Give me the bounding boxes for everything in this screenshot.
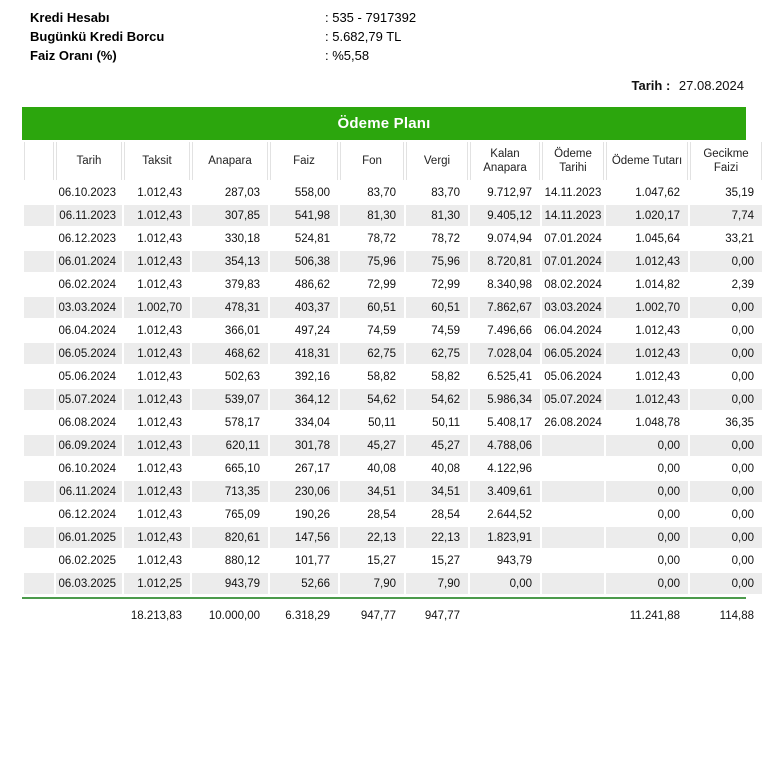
cell-odeme_tutari: 1.012,43 [606,389,688,410]
cell-faiz: 267,17 [270,458,338,479]
cell-gecikme_faizi: 0,00 [690,527,762,548]
cell-odeme_tarihi: 14.11.2023 [542,205,604,226]
cell-taksit: 1.012,43 [124,343,190,364]
cell-faiz: 52,66 [270,573,338,594]
table-row [24,343,762,364]
cell-tarih: 05.06.2024 [56,366,122,387]
cell-faiz: 392,16 [270,366,338,387]
cell-vergi: 62,75 [406,343,468,364]
cell-kalan_anapara: 5.408,17 [470,412,540,433]
cell-odeme_tutari: 0,00 [606,550,688,571]
cell-taksit: 1.002,70 [124,297,190,318]
table-row [24,274,762,295]
cell-tarih: 06.11.2023 [56,205,122,226]
cell-faiz: 364,12 [270,389,338,410]
cell-anapara: 287,03 [192,182,268,203]
cell-tarih: 06.01.2024 [56,251,122,272]
account-label: Kredi Hesabı [30,10,110,25]
cell-tarih: 06.05.2024 [56,343,122,364]
column-header-faiz: Faiz [270,142,338,180]
cell-odeme_tarihi: 03.03.2024 [542,297,604,318]
cell-vergi: 75,96 [406,251,468,272]
totals-divider-line [22,597,746,599]
cell-anapara: 502,63 [192,366,268,387]
cell-blank [24,504,54,525]
column-header-tarih: Tarih [56,142,122,180]
cell-kalan_anapara: 9.405,12 [470,205,540,226]
cell-blank [24,297,54,318]
cell-tarih: 06.09.2024 [56,435,122,456]
cell-fon: 83,70 [340,182,404,203]
cell-odeme_tutari: 1.014,82 [606,274,688,295]
cell-faiz: 403,37 [270,297,338,318]
cell-faiz: 558,00 [270,182,338,203]
cell-vergi: 54,62 [406,389,468,410]
cell-anapara: 539,07 [192,389,268,410]
column-header-odeme_tarihi: Ödeme Tarihi [542,142,604,180]
cell-faiz: 541,98 [270,205,338,226]
cell-tarih: 06.03.2025 [56,573,122,594]
column-header-fon: Fon [340,142,404,180]
cell-gecikme_faizi: 0,00 [690,550,762,571]
cell-odeme_tarihi: 07.01.2024 [542,228,604,249]
cell-gecikme_faizi: 0,00 [690,251,762,272]
cell-odeme_tarihi [542,435,604,456]
cell-odeme_tarihi: 07.01.2024 [542,251,604,272]
cell-tarih: 06.01.2025 [56,527,122,548]
table-row [24,228,762,249]
cell-faiz: 230,06 [270,481,338,502]
cell-gecikme_faizi: 2,39 [690,274,762,295]
cell-odeme_tarihi: 14.11.2023 [542,182,604,203]
cell-odeme_tutari: 0,00 [606,504,688,525]
total-odeme_tutari: 11.241,88 [606,602,688,627]
cell-vergi: 60,51 [406,297,468,318]
cell-vergi: 7,90 [406,573,468,594]
cell-odeme_tutari: 0,00 [606,458,688,479]
cell-gecikme_faizi: 36,35 [690,412,762,433]
info-row-debt [30,27,746,46]
table-row [24,435,762,456]
cell-fon: 50,11 [340,412,404,433]
cell-blank [24,343,54,364]
date-value: 27.08.2024 [678,78,744,93]
cell-anapara: 366,01 [192,320,268,341]
cell-anapara: 478,31 [192,297,268,318]
cell-anapara: 943,79 [192,573,268,594]
cell-fon: 62,75 [340,343,404,364]
cell-fon: 22,13 [340,527,404,548]
cell-tarih: 06.02.2024 [56,274,122,295]
cell-vergi: 15,27 [406,550,468,571]
cell-taksit: 1.012,43 [124,320,190,341]
cell-vergi: 28,54 [406,504,468,525]
cell-taksit: 1.012,43 [124,182,190,203]
cell-taksit: 1.012,43 [124,274,190,295]
cell-faiz: 301,78 [270,435,338,456]
cell-fon: 40,08 [340,458,404,479]
cell-anapara: 307,85 [192,205,268,226]
cell-fon: 81,30 [340,205,404,226]
cell-fon: 28,54 [340,504,404,525]
cell-odeme_tutari: 0,00 [606,573,688,594]
table-row [24,366,762,387]
cell-fon: 7,90 [340,573,404,594]
total-blank [24,602,54,627]
total-taksit: 18.213,83 [124,602,190,627]
cell-faiz: 497,24 [270,320,338,341]
cell-blank [24,228,54,249]
cell-taksit: 1.012,43 [124,251,190,272]
total-gecikme_faizi: 114,88 [690,602,762,627]
column-header-odeme_tutari: Ödeme Tutarı [606,142,688,180]
table-row [24,389,762,410]
cell-vergi: 40,08 [406,458,468,479]
cell-anapara: 620,11 [192,435,268,456]
cell-blank [24,550,54,571]
cell-fon: 74,59 [340,320,404,341]
cell-vergi: 74,59 [406,320,468,341]
cell-odeme_tutari: 0,00 [606,435,688,456]
cell-kalan_anapara: 8.720,81 [470,251,540,272]
cell-blank [24,205,54,226]
cell-faiz: 524,81 [270,228,338,249]
account-value: : 535 - 7917392 [325,10,417,25]
cell-odeme_tutari: 1.020,17 [606,205,688,226]
cell-blank [24,573,54,594]
cell-vergi: 78,72 [406,228,468,249]
cell-odeme_tarihi: 08.02.2024 [542,274,604,295]
cell-vergi: 72,99 [406,274,468,295]
cell-odeme_tutari: 1.002,70 [606,297,688,318]
cell-kalan_anapara: 9.712,97 [470,182,540,203]
cell-taksit: 1.012,43 [124,389,190,410]
column-header-taksit: Taksit [124,142,190,180]
cell-odeme_tutari: 1.012,43 [606,320,688,341]
cell-odeme_tutari: 1.012,43 [606,251,688,272]
cell-fon: 78,72 [340,228,404,249]
cell-odeme_tutari: 1.047,62 [606,182,688,203]
cell-anapara: 330,18 [192,228,268,249]
cell-taksit: 1.012,43 [124,458,190,479]
cell-odeme_tutari: 1.045,64 [606,228,688,249]
cell-kalan_anapara: 4.122,96 [470,458,540,479]
cell-blank [24,435,54,456]
date-label: Tarih : [631,78,671,93]
column-header-anapara: Anapara [192,142,268,180]
table-row [24,251,762,272]
cell-tarih: 06.12.2023 [56,228,122,249]
cell-odeme_tarihi: 05.07.2024 [542,389,604,410]
cell-gecikme_faizi: 0,00 [690,481,762,502]
table-row [24,182,762,203]
cell-gecikme_faizi: 0,00 [690,343,762,364]
cell-tarih: 06.04.2024 [56,320,122,341]
cell-tarih: 06.02.2025 [56,550,122,571]
cell-anapara: 578,17 [192,412,268,433]
total-faiz: 6.318,29 [270,602,338,627]
total-anapara: 10.000,00 [192,602,268,627]
total-tarih [56,602,122,627]
cell-blank [24,481,54,502]
cell-odeme_tutari: 1.012,43 [606,366,688,387]
cell-kalan_anapara: 7.028,04 [470,343,540,364]
cell-vergi: 50,11 [406,412,468,433]
cell-vergi: 81,30 [406,205,468,226]
cell-vergi: 22,13 [406,527,468,548]
cell-vergi: 58,82 [406,366,468,387]
cell-anapara: 880,12 [192,550,268,571]
cell-kalan_anapara: 0,00 [470,573,540,594]
debt-label: Bugünkü Kredi Borcu [30,29,165,44]
cell-kalan_anapara: 2.644,52 [470,504,540,525]
cell-anapara: 665,10 [192,458,268,479]
payment-plan-table [22,140,764,596]
cell-taksit: 1.012,43 [124,550,190,571]
cell-fon: 15,27 [340,550,404,571]
cell-gecikme_faizi: 0,00 [690,504,762,525]
cell-odeme_tutari: 1.048,78 [606,412,688,433]
cell-kalan_anapara: 4.788,06 [470,435,540,456]
column-header-gecikme_faizi: Gecikme Faizi [690,142,762,180]
cell-blank [24,389,54,410]
total-vergi: 947,77 [406,602,468,627]
cell-tarih: 06.11.2024 [56,481,122,502]
cell-blank [24,251,54,272]
cell-taksit: 1.012,43 [124,527,190,548]
cell-kalan_anapara: 7.496,66 [470,320,540,341]
cell-gecikme_faizi: 0,00 [690,458,762,479]
cell-odeme_tarihi [542,504,604,525]
cell-kalan_anapara: 6.525,41 [470,366,540,387]
cell-blank [24,182,54,203]
cell-kalan_anapara: 3.409,61 [470,481,540,502]
table-row [24,320,762,341]
payment-plan-title-bar [22,107,746,140]
cell-faiz: 190,26 [270,504,338,525]
cell-blank [24,274,54,295]
cell-taksit: 1.012,43 [124,228,190,249]
cell-taksit: 1.012,43 [124,481,190,502]
cell-faiz: 486,62 [270,274,338,295]
cell-taksit: 1.012,43 [124,435,190,456]
cell-fon: 58,82 [340,366,404,387]
cell-faiz: 418,31 [270,343,338,364]
cell-blank [24,527,54,548]
cell-kalan_anapara: 9.074,94 [470,228,540,249]
cell-blank [24,366,54,387]
table-row [24,205,762,226]
cell-taksit: 1.012,25 [124,573,190,594]
cell-gecikme_faizi: 0,00 [690,366,762,387]
cell-fon: 60,51 [340,297,404,318]
cell-odeme_tarihi: 06.05.2024 [542,343,604,364]
table-row [24,458,762,479]
cell-taksit: 1.012,43 [124,366,190,387]
table-row [24,550,762,571]
document-date-line [22,78,746,93]
cell-anapara: 765,09 [192,504,268,525]
cell-odeme_tarihi [542,458,604,479]
cell-odeme_tarihi [542,527,604,548]
cell-faiz: 147,56 [270,527,338,548]
total-odeme_tarihi [542,602,604,627]
payment-plan-title: Ödeme Planı [337,115,431,132]
cell-gecikme_faizi: 0,00 [690,320,762,341]
debt-value: : 5.682,79 TL [325,29,402,44]
cell-blank [24,412,54,433]
cell-fon: 45,27 [340,435,404,456]
cell-gecikme_faizi: 33,21 [690,228,762,249]
cell-odeme_tarihi [542,573,604,594]
cell-fon: 75,96 [340,251,404,272]
cell-vergi: 45,27 [406,435,468,456]
column-header-vergi: Vergi [406,142,468,180]
cell-tarih: 06.12.2024 [56,504,122,525]
cell-kalan_anapara: 7.862,67 [470,297,540,318]
cell-anapara: 379,83 [192,274,268,295]
cell-gecikme_faizi: 35,19 [690,182,762,203]
rate-value: : %5,58 [325,48,370,63]
cell-blank [24,320,54,341]
table-header-row [24,142,762,180]
cell-gecikme_faizi: 7,74 [690,205,762,226]
cell-odeme_tarihi: 05.06.2024 [542,366,604,387]
cell-faiz: 506,38 [270,251,338,272]
cell-kalan_anapara: 5.986,34 [470,389,540,410]
cell-vergi: 83,70 [406,182,468,203]
cell-faiz: 334,04 [270,412,338,433]
cell-gecikme_faizi: 0,00 [690,297,762,318]
cell-tarih: 05.07.2024 [56,389,122,410]
table-row [24,573,762,594]
cell-kalan_anapara: 1.823,91 [470,527,540,548]
cell-gecikme_faizi: 0,00 [690,573,762,594]
cell-tarih: 06.10.2024 [56,458,122,479]
cell-anapara: 820,61 [192,527,268,548]
cell-vergi: 34,51 [406,481,468,502]
total-kalan_anapara [470,602,540,627]
rate-label: Faiz Oranı (%) [30,48,117,63]
cell-odeme_tutari: 0,00 [606,527,688,548]
cell-fon: 34,51 [340,481,404,502]
cell-odeme_tarihi [542,550,604,571]
cell-odeme_tarihi: 26.08.2024 [542,412,604,433]
cell-odeme_tarihi [542,481,604,502]
column-header-kalan_anapara: Kalan Anapara [470,142,540,180]
cell-tarih: 06.08.2024 [56,412,122,433]
totals-row [24,602,762,627]
cell-odeme_tutari: 1.012,43 [606,343,688,364]
cell-faiz: 101,77 [270,550,338,571]
cell-tarih: 03.03.2024 [56,297,122,318]
cell-blank [24,458,54,479]
table-row [24,481,762,502]
cell-fon: 72,99 [340,274,404,295]
cell-gecikme_faizi: 0,00 [690,435,762,456]
column-header-blank [24,142,54,180]
total-fon: 947,77 [340,602,404,627]
cell-kalan_anapara: 8.340,98 [470,274,540,295]
info-row-rate [30,46,746,65]
cell-taksit: 1.012,43 [124,412,190,433]
loan-info-block [30,8,746,65]
cell-tarih: 06.10.2023 [56,182,122,203]
cell-taksit: 1.012,43 [124,504,190,525]
info-row-account [30,8,746,27]
totals-table [22,600,764,629]
cell-odeme_tutari: 0,00 [606,481,688,502]
cell-anapara: 468,62 [192,343,268,364]
cell-kalan_anapara: 943,79 [470,550,540,571]
cell-anapara: 713,35 [192,481,268,502]
cell-gecikme_faizi: 0,00 [690,389,762,410]
table-row [24,527,762,548]
cell-taksit: 1.012,43 [124,205,190,226]
cell-fon: 54,62 [340,389,404,410]
cell-odeme_tarihi: 06.04.2024 [542,320,604,341]
table-row [24,412,762,433]
cell-anapara: 354,13 [192,251,268,272]
table-row [24,504,762,525]
table-row [24,297,762,318]
